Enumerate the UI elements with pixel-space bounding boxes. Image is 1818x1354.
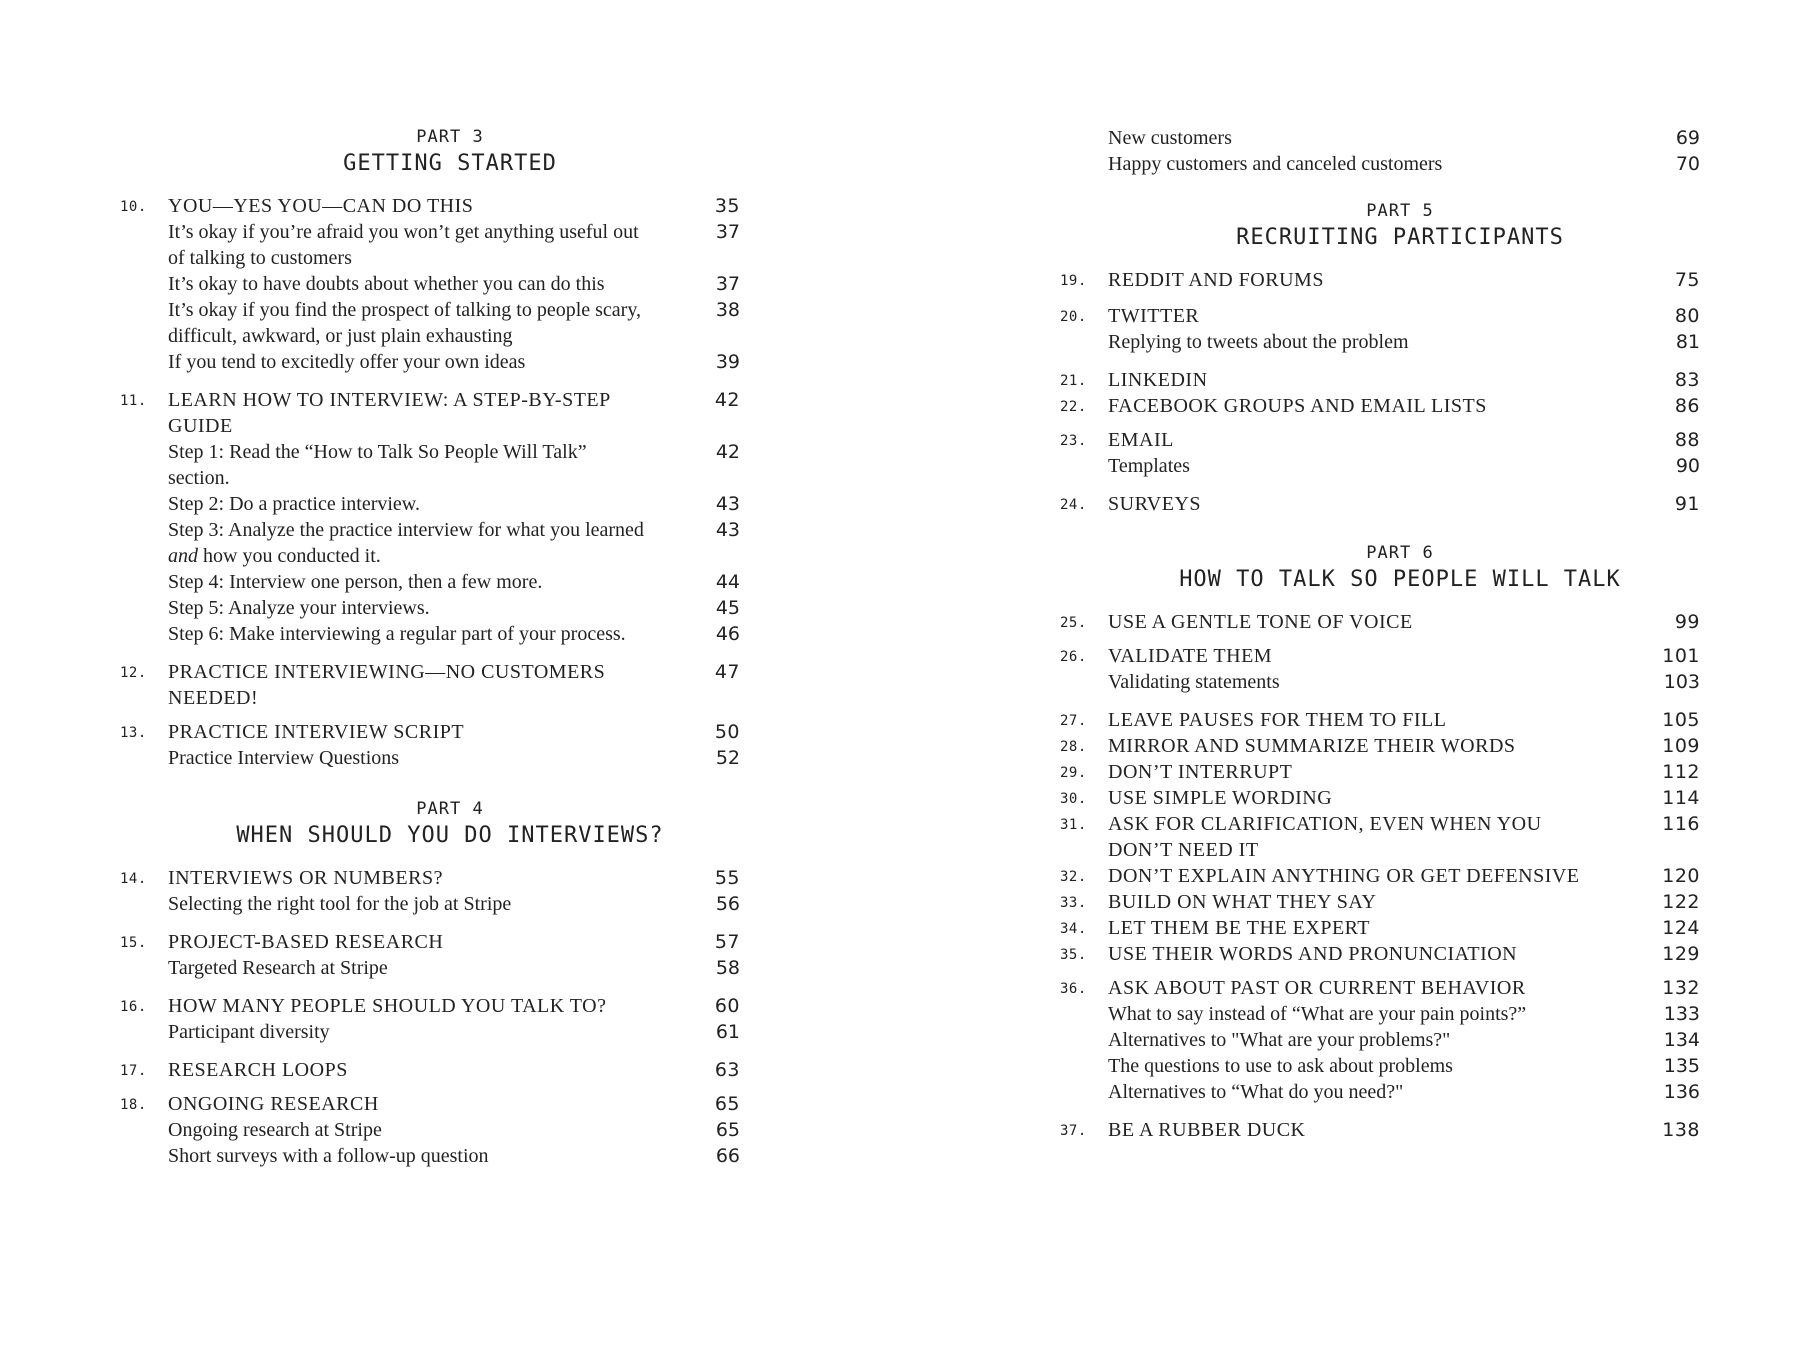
section-title: Step 6: Make interviewing a regular part of your process. bbox=[168, 623, 626, 645]
chapter-number: 29. bbox=[1060, 765, 1087, 781]
chapter-title: LEAVE PAUSES FOR THEM TO FILL bbox=[1108, 709, 1447, 731]
chapter-entry[interactable] bbox=[1060, 975, 1700, 1001]
section-title: Alternatives to "What are your problems?" bbox=[1108, 1029, 1451, 1051]
page-number: 99 bbox=[1674, 611, 1700, 633]
page-number: 52 bbox=[715, 747, 740, 769]
section-title: If you tend to excitedly offer your own ideas bbox=[168, 351, 526, 373]
chapter-number: 16. bbox=[120, 999, 147, 1015]
chapter-title: EMAIL bbox=[1108, 429, 1174, 451]
chapter-title: ONGOING RESEARCH bbox=[168, 1093, 379, 1115]
page-number: 132 bbox=[1662, 977, 1700, 999]
page-number: 122 bbox=[1662, 891, 1700, 913]
section-entry[interactable] bbox=[1060, 453, 1700, 479]
chapter-title: USE A GENTLE TONE OF VOICE bbox=[1108, 611, 1413, 633]
section-entry[interactable] bbox=[1060, 1027, 1700, 1053]
section-title: It’s okay if you’re afraid you won’t get anything useful out of talking to customers bbox=[168, 221, 639, 269]
chapter-entry[interactable] bbox=[1060, 491, 1700, 517]
page-number: 39 bbox=[715, 351, 740, 373]
chapter-title: USE THEIR WORDS AND PRONUNCIATION bbox=[1108, 943, 1518, 965]
section-title: The questions to use to ask about problems bbox=[1108, 1055, 1453, 1077]
page-number: 42 bbox=[715, 441, 740, 463]
chapter-title: FACEBOOK GROUPS AND EMAIL LISTS bbox=[1108, 395, 1487, 417]
chapter-title: PRACTICE INTERVIEW SCRIPT bbox=[168, 721, 465, 743]
chapter-number: 12. bbox=[120, 665, 147, 681]
chapter-number: 32. bbox=[1060, 869, 1087, 885]
chapter-number: 11. bbox=[120, 393, 147, 409]
page-number: 86 bbox=[1674, 395, 1700, 417]
chapter-number: 10. bbox=[120, 199, 147, 215]
page-number: 65 bbox=[715, 1119, 740, 1141]
section-entry[interactable] bbox=[1060, 125, 1700, 151]
chapter-number: 30. bbox=[1060, 791, 1087, 807]
part-number: PART 3 bbox=[416, 127, 484, 147]
page-number: 120 bbox=[1662, 865, 1700, 887]
page-number: 56 bbox=[715, 893, 740, 915]
page-number: 105 bbox=[1662, 709, 1700, 731]
chapter-entry[interactable] bbox=[1060, 367, 1700, 393]
page-number: 109 bbox=[1662, 735, 1700, 757]
section-title: Step 3: Analyze the practice interview for what you learned and how you conducted it. bbox=[168, 519, 644, 567]
page-number: 75 bbox=[1674, 269, 1700, 291]
chapter-number: 31. bbox=[1060, 817, 1087, 833]
chapter-title: MIRROR AND SUMMARIZE THEIR WORDS bbox=[1108, 735, 1516, 757]
chapter-number: 14. bbox=[120, 871, 147, 887]
page-number: 112 bbox=[1662, 761, 1700, 783]
page-number: 63 bbox=[714, 1059, 740, 1081]
part-heading bbox=[1060, 199, 1700, 253]
section-entry[interactable] bbox=[120, 955, 740, 981]
section-entry[interactable] bbox=[1060, 151, 1700, 177]
section-title: Validating statements bbox=[1108, 671, 1280, 693]
page-number: 134 bbox=[1663, 1029, 1700, 1051]
chapter-number: 28. bbox=[1060, 739, 1087, 755]
page-number: 60 bbox=[714, 995, 740, 1017]
page-number: 135 bbox=[1663, 1055, 1700, 1077]
chapter-title: YOU—YES YOU—CAN DO THIS bbox=[168, 195, 474, 217]
section-title: It’s okay if you find the prospect of talking to people scary, difficult, awkward, or just plain exhausting bbox=[168, 299, 642, 347]
chapter-title: LINKEDIN bbox=[1108, 369, 1208, 391]
part-number: PART 6 bbox=[1366, 543, 1434, 563]
section-entry[interactable] bbox=[120, 1019, 740, 1045]
chapter-number: 21. bbox=[1060, 373, 1087, 389]
chapter-entry[interactable] bbox=[120, 659, 740, 711]
part-title: WHEN SHOULD YOU DO INTERVIEWS? bbox=[236, 823, 664, 848]
chapter-number: 37. bbox=[1060, 1123, 1087, 1139]
section-title: Happy customers and canceled customers bbox=[1108, 153, 1443, 175]
chapter-entry[interactable] bbox=[120, 193, 740, 219]
section-title: It’s okay to have doubts about whether you can do this bbox=[168, 273, 605, 295]
page-number: 83 bbox=[1674, 369, 1700, 391]
chapter-entry[interactable] bbox=[120, 993, 740, 1019]
page-number: 70 bbox=[1675, 153, 1700, 175]
section-title: Ongoing research at Stripe bbox=[168, 1119, 382, 1141]
chapter-number: 34. bbox=[1060, 921, 1087, 937]
chapter-title: TWITTER bbox=[1108, 305, 1200, 327]
section-entry[interactable] bbox=[120, 517, 740, 569]
chapter-number: 15. bbox=[120, 935, 147, 951]
chapter-entry[interactable] bbox=[1060, 427, 1700, 453]
section-title: Targeted Research at Stripe bbox=[168, 957, 388, 979]
page-number: 133 bbox=[1663, 1003, 1700, 1025]
page-number: 80 bbox=[1674, 305, 1700, 327]
page-number: 136 bbox=[1663, 1081, 1700, 1103]
chapter-number: 36. bbox=[1060, 981, 1087, 997]
chapter-number: 35. bbox=[1060, 947, 1087, 963]
page-number: 124 bbox=[1662, 917, 1700, 939]
page-number: 138 bbox=[1662, 1119, 1700, 1141]
page-number: 37 bbox=[715, 221, 740, 243]
chapter-entry[interactable] bbox=[120, 865, 740, 891]
chapter-entry[interactable] bbox=[1060, 609, 1700, 635]
chapter-entry[interactable] bbox=[1060, 811, 1700, 863]
part-title: HOW TO TALK SO PEOPLE WILL TALK bbox=[1179, 567, 1621, 592]
page-number: 88 bbox=[1674, 429, 1700, 451]
page-number: 65 bbox=[714, 1093, 740, 1115]
section-entry[interactable] bbox=[1060, 329, 1700, 355]
page-number: 116 bbox=[1662, 813, 1700, 835]
section-title: Step 5: Analyze your interviews. bbox=[168, 597, 430, 619]
toc-left-column bbox=[120, 125, 740, 1169]
page-number: 43 bbox=[715, 493, 740, 515]
section-title: Replying to tweets about the problem bbox=[1108, 331, 1409, 353]
section-title: Templates bbox=[1108, 455, 1190, 477]
chapter-title: SURVEYS bbox=[1108, 493, 1202, 515]
section-title: Practice Interview Questions bbox=[168, 747, 400, 769]
chapter-entry[interactable] bbox=[1060, 759, 1700, 785]
part-number: PART 5 bbox=[1366, 201, 1434, 221]
chapter-entry[interactable] bbox=[1060, 393, 1700, 419]
section-entry[interactable] bbox=[120, 219, 740, 271]
chapter-number: 33. bbox=[1060, 895, 1087, 911]
chapter-title: BE A RUBBER DUCK bbox=[1108, 1119, 1306, 1141]
chapter-number: 18. bbox=[120, 1097, 147, 1113]
chapter-number: 26. bbox=[1060, 649, 1087, 665]
part-title: GETTING STARTED bbox=[343, 151, 557, 176]
chapter-entry[interactable] bbox=[120, 719, 740, 745]
chapter-entry[interactable] bbox=[120, 929, 740, 955]
page-number: 101 bbox=[1662, 645, 1700, 667]
section-entry[interactable] bbox=[1060, 1053, 1700, 1079]
page-number: 61 bbox=[715, 1021, 740, 1043]
section-title: Participant diversity bbox=[168, 1021, 330, 1043]
part-number: PART 4 bbox=[416, 799, 484, 819]
section-entry[interactable] bbox=[120, 745, 740, 771]
chapter-entry[interactable] bbox=[120, 387, 740, 439]
chapter-entry[interactable] bbox=[1060, 643, 1700, 669]
chapter-number: 17. bbox=[120, 1063, 147, 1079]
chapter-number: 27. bbox=[1060, 713, 1087, 729]
chapter-number: 22. bbox=[1060, 399, 1087, 415]
chapter-title: ASK ABOUT PAST OR CURRENT BEHAVIOR bbox=[1108, 977, 1526, 999]
page-number: 35 bbox=[714, 195, 740, 217]
page-number: 90 bbox=[1675, 455, 1700, 477]
chapter-title: USE SIMPLE WORDING bbox=[1108, 787, 1333, 809]
section-title: Selecting the right tool for the job at Stripe bbox=[168, 893, 512, 915]
chapter-entry[interactable] bbox=[1060, 267, 1700, 293]
page-number: 129 bbox=[1662, 943, 1700, 965]
page-number: 43 bbox=[715, 519, 740, 541]
section-entry[interactable] bbox=[120, 491, 740, 517]
page-number: 66 bbox=[715, 1145, 740, 1167]
page-number: 58 bbox=[715, 957, 740, 979]
section-entry[interactable] bbox=[120, 1117, 740, 1143]
section-entry[interactable] bbox=[1060, 669, 1700, 695]
part-heading bbox=[120, 797, 740, 851]
chapter-title: PROJECT-BASED RESEARCH bbox=[168, 931, 444, 953]
section-title: Step 1: Read the “How to Talk So People Will Talk” section. bbox=[168, 441, 587, 489]
section-title: Alternatives to “What do you need?" bbox=[1108, 1081, 1404, 1103]
chapter-entry[interactable] bbox=[120, 1057, 740, 1083]
section-entry[interactable] bbox=[120, 595, 740, 621]
chapter-entry[interactable] bbox=[1060, 915, 1700, 941]
chapter-number: 25. bbox=[1060, 615, 1087, 631]
chapter-entry[interactable] bbox=[1060, 707, 1700, 733]
chapter-number: 19. bbox=[1060, 273, 1087, 289]
chapter-title: REDDIT AND FORUMS bbox=[1108, 269, 1324, 291]
page-number: 42 bbox=[714, 389, 740, 411]
chapter-title: LEARN HOW TO INTERVIEW: A STEP-BY-STEP GUIDE bbox=[168, 389, 611, 437]
page-number: 46 bbox=[715, 623, 740, 645]
chapter-number: 24. bbox=[1060, 497, 1087, 513]
page-number: 114 bbox=[1662, 787, 1700, 809]
chapter-title: HOW MANY PEOPLE SHOULD YOU TALK TO? bbox=[168, 995, 607, 1017]
chapter-entry[interactable] bbox=[1060, 785, 1700, 811]
page-number: 57 bbox=[714, 931, 740, 953]
section-entry[interactable] bbox=[120, 891, 740, 917]
chapter-number: 13. bbox=[120, 725, 147, 741]
page-number: 55 bbox=[714, 867, 740, 889]
chapter-entry[interactable] bbox=[1060, 733, 1700, 759]
page-number: 50 bbox=[714, 721, 740, 743]
chapter-entry[interactable] bbox=[120, 1091, 740, 1117]
section-entry[interactable] bbox=[120, 569, 740, 595]
section-entry[interactable] bbox=[1060, 1079, 1700, 1105]
chapter-title: BUILD ON WHAT THEY SAY bbox=[1108, 891, 1377, 913]
section-title: New customers bbox=[1108, 127, 1232, 149]
page-number: 91 bbox=[1674, 493, 1700, 515]
chapter-title: RESEARCH LOOPS bbox=[168, 1059, 348, 1081]
section-title: Step 2: Do a practice interview. bbox=[168, 493, 420, 515]
chapter-entry[interactable] bbox=[1060, 941, 1700, 967]
page-number: 81 bbox=[1675, 331, 1700, 353]
section-entry[interactable] bbox=[120, 271, 740, 297]
chapter-entry[interactable] bbox=[1060, 863, 1700, 889]
section-title: Short surveys with a follow-up question bbox=[168, 1145, 489, 1167]
chapter-entry[interactable] bbox=[1060, 1117, 1700, 1143]
chapter-number: 23. bbox=[1060, 433, 1087, 449]
page-number: 69 bbox=[1675, 127, 1700, 149]
chapter-entry[interactable] bbox=[1060, 303, 1700, 329]
chapter-title: LET THEM BE THE EXPERT bbox=[1108, 917, 1371, 939]
page-number: 47 bbox=[714, 661, 740, 683]
section-title: What to say instead of “What are your pain points?” bbox=[1108, 1003, 1527, 1025]
chapter-entry[interactable] bbox=[1060, 889, 1700, 915]
section-entry[interactable] bbox=[120, 439, 740, 491]
page-number: 45 bbox=[715, 597, 740, 619]
chapter-title: ASK FOR CLARIFICATION, EVEN WHEN YOU DON’T NEED IT bbox=[1108, 813, 1542, 861]
part-heading bbox=[1060, 541, 1700, 595]
part-heading bbox=[120, 125, 740, 179]
section-entry[interactable] bbox=[120, 1143, 740, 1169]
section-title: Step 4: Interview one person, then a few more. bbox=[168, 571, 543, 593]
section-entry[interactable] bbox=[120, 621, 740, 647]
part-title: RECRUITING PARTICIPANTS bbox=[1236, 225, 1564, 250]
page-number: 44 bbox=[715, 571, 740, 593]
chapter-title: PRACTICE INTERVIEWING—NO CUSTOMERS NEEDED! bbox=[168, 661, 606, 709]
page-number: 103 bbox=[1663, 671, 1700, 693]
chapter-title: VALIDATE THEM bbox=[1108, 645, 1273, 667]
page-number: 38 bbox=[715, 299, 740, 321]
chapter-title: DON’T EXPLAIN ANYTHING OR GET DEFENSIVE bbox=[1108, 865, 1580, 887]
chapter-title: DON’T INTERRUPT bbox=[1108, 761, 1293, 783]
section-entry[interactable] bbox=[120, 349, 740, 375]
page-number: 37 bbox=[715, 273, 740, 295]
chapter-number: 20. bbox=[1060, 309, 1087, 325]
chapter-title: INTERVIEWS OR NUMBERS? bbox=[168, 867, 443, 889]
section-entry[interactable] bbox=[1060, 1001, 1700, 1027]
toc-right-column bbox=[1060, 125, 1700, 1143]
section-entry[interactable] bbox=[120, 297, 740, 349]
